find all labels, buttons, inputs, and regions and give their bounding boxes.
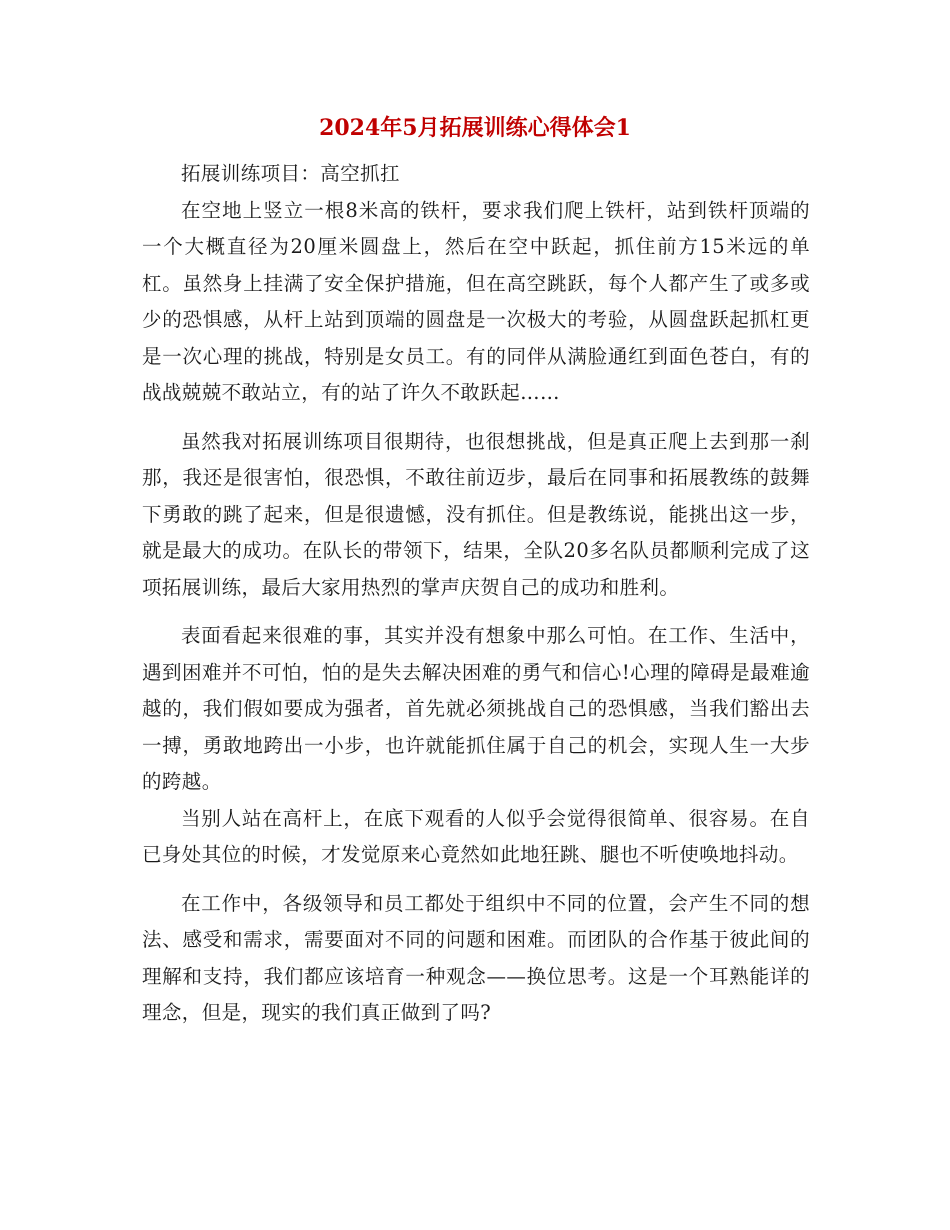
paragraph-teamwork: 在工作中，各级领导和员工都处于组织中不同的位置，会产生不同的想法、感受和需求，需要面对不同的问题和困难。而团队的合作基于彼此间的理解和支持，我们都应该培育一种观念——换位思考。这是一个耳熟能详的理念，但是，现实的我们真正做到了吗? <box>142 891 810 1024</box>
paragraph-description: 在空地上竖立一根8米高的铁杆，要求我们爬上铁杆，站到铁杆顶端的一个大概直径为20厘米圆盘上，然后在空中跃起，抓住前方15米远的单杠。虽然身上挂满了安全保护措施，但在高空跳跃，每个人都产生了或多或少的恐惧感，从杆上站到顶端的圆盘是一次极大的考验，从圆盘跃起抓杠更是一次心理的挑战，特别是女员工。有的同伴从满脸通红到面色苍白，有的战战兢兢不敢站立，有的站了许久不敢跃起…… <box>142 198 810 404</box>
paragraph-project: 拓展训练项目：高空抓扛 <box>181 162 400 185</box>
paragraph-reflection: 表面看起来很难的事，其实并没有想象中那么可怕。在工作、生活中，遇到困难并不可怕，怕的是失去解决困难的勇气和信心!心理的障碍是最难逾越的，我们假如要成为强者，首先就必须挑战自己的恐惧感，当我们豁出去一搏，勇敢地跨出一小步，也许就能抓住属于自己的机会，实现人生一大步的跨越。 <box>142 624 810 793</box>
document-body <box>142 156 810 1032</box>
document-title: 2024年5月拓展训练心得体会1 <box>319 115 631 141</box>
paragraph-experience: 虽然我对拓展训练项目很期待，也很想挑战，但是真正爬上去到那一刹那，我还是很害怕，很恐惧，不敢往前迈步，最后在同事和拓展教练的鼓舞下勇敢的跳了起来，但是很遗憾，没有抓住。但是教练说，能挑出这一步，就是最大的成功。在队长的带领下，结果，全队20多名队员都顺利完成了这项拓展训练，最后大家用热烈的掌声庆贺自己的成功和胜利。 <box>142 429 810 599</box>
paragraph-perspective: 当别人站在高杆上，在底下观看的人似乎会觉得很简单、很容易。在自已身处其位的时候，才发觉原来心竟然如此地狂跳、腿也不听使唤地抖动。 <box>142 806 810 866</box>
